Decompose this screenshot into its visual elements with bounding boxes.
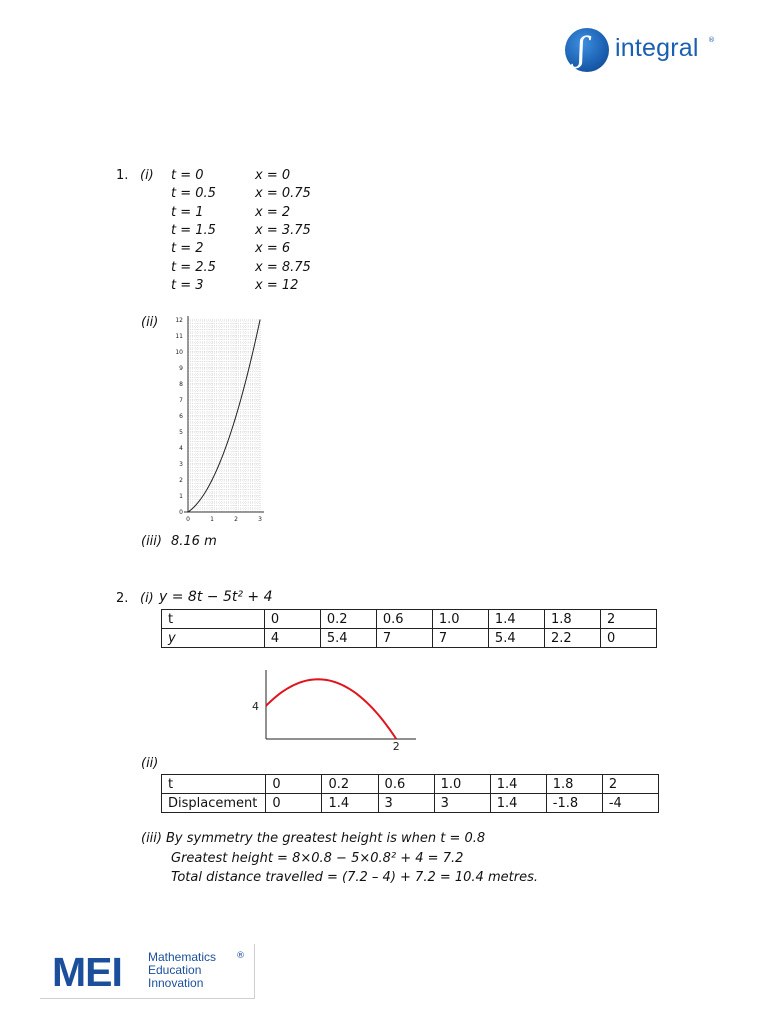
mei-logo-line: Education bbox=[148, 963, 202, 977]
integral-logo-icon: ʃ bbox=[565, 28, 609, 72]
integral-logo-reg: ® bbox=[708, 36, 715, 44]
data-point bbox=[259, 319, 260, 320]
q1-t-value: t = 2.5 bbox=[171, 259, 216, 275]
q1-part-i-label: (i) bbox=[140, 168, 154, 183]
q2-sketch-graph bbox=[248, 668, 418, 752]
y-tick-label: 5 bbox=[179, 429, 183, 436]
table-cell: 0.2 bbox=[320, 610, 376, 629]
q1-x-value: x = 2 bbox=[255, 204, 291, 220]
mei-logo-line: Innovation bbox=[148, 976, 204, 990]
y-tick-label: 4 bbox=[179, 445, 183, 452]
data-point bbox=[199, 499, 200, 500]
table-cell: 4 bbox=[264, 629, 320, 648]
x-tick-label: 3 bbox=[258, 516, 262, 523]
mei-logo-text bbox=[148, 951, 216, 990]
q2-line-2: Greatest height = 8×0.8 − 5×0.8² + 4 = 7.2 bbox=[171, 851, 464, 866]
q1-t-value: t = 3 bbox=[171, 277, 204, 293]
q1-x-value: x = 8.75 bbox=[255, 259, 311, 275]
table-cell: 2 bbox=[600, 610, 656, 629]
table-cell: 0 bbox=[264, 610, 320, 629]
table-cell: 5.4 bbox=[320, 629, 376, 648]
y-tick-label: 2 bbox=[179, 477, 183, 484]
mei-logo-reg: ® bbox=[236, 951, 245, 961]
y-tick-label: 11 bbox=[175, 333, 183, 340]
mei-logo bbox=[40, 944, 255, 999]
q1-t-value: t = 1 bbox=[171, 204, 204, 220]
table-row-header: y bbox=[162, 629, 265, 648]
table-cell: 0 bbox=[266, 775, 322, 794]
mei-logo-line: Mathematics bbox=[148, 950, 217, 964]
q1-graph bbox=[168, 308, 276, 523]
table-row-header: Displacement bbox=[162, 794, 266, 813]
q2-number: 2. bbox=[116, 591, 129, 606]
table-cell: 1.8 bbox=[544, 610, 600, 629]
table-cell: 1.4 bbox=[322, 794, 378, 813]
data-point bbox=[187, 511, 188, 512]
y-tick-label: 8 bbox=[179, 381, 183, 388]
data-point bbox=[211, 479, 212, 480]
y-tick-label: 12 bbox=[175, 317, 183, 324]
table-cell: 5.4 bbox=[488, 629, 544, 648]
table-cell: 2 bbox=[602, 775, 658, 794]
y-tick-label: 9 bbox=[179, 365, 183, 372]
table-cell: 0.6 bbox=[378, 775, 434, 794]
q2-table-2 bbox=[161, 774, 659, 813]
x-tick-label: 0 bbox=[186, 516, 190, 523]
q2-part-ii-label: (ii) bbox=[141, 756, 159, 771]
q1-x-value: x = 3.75 bbox=[255, 222, 311, 238]
y-tick-label: 6 bbox=[179, 413, 183, 420]
q1-number: 1. bbox=[116, 168, 129, 183]
table-cell: 1.0 bbox=[432, 610, 488, 629]
data-point bbox=[235, 415, 236, 416]
x-marker-label: 2 bbox=[392, 740, 400, 752]
q1-t-value: t = 0.5 bbox=[171, 186, 216, 202]
q1-part-iii-answer: 8.16 m bbox=[171, 534, 217, 549]
q1-t-value: t = 1.5 bbox=[171, 222, 216, 238]
mei-logo-letters: MEI bbox=[52, 949, 122, 995]
table-cell: 1.4 bbox=[490, 775, 546, 794]
q2-equation: y = 8t − 5t² + 4 bbox=[159, 589, 273, 605]
table-cell: 7 bbox=[432, 629, 488, 648]
x-tick-label: 2 bbox=[234, 516, 238, 523]
q2-part-i-label: (i) bbox=[140, 591, 154, 606]
data-point bbox=[223, 451, 224, 452]
q1-x-value: x = 0.75 bbox=[255, 186, 311, 202]
y-marker-label: 4 bbox=[252, 699, 259, 713]
q1-part-iii-label: (iii) bbox=[141, 534, 162, 549]
table-cell: 0 bbox=[266, 794, 322, 813]
integral-logo bbox=[563, 26, 723, 76]
table-cell: 2.2 bbox=[544, 629, 600, 648]
table-cell: 1.4 bbox=[490, 794, 546, 813]
q1-t-value: t = 2 bbox=[171, 241, 204, 257]
y-tick-label: 3 bbox=[179, 461, 183, 468]
table-cell: 0.6 bbox=[376, 610, 432, 629]
table-row bbox=[162, 610, 657, 629]
q1-x-value: x = 12 bbox=[255, 277, 299, 293]
table-cell: -4 bbox=[602, 794, 658, 813]
q2-line-1: By symmetry the greatest height is when t = 0.8 bbox=[166, 831, 486, 846]
table-row bbox=[162, 775, 659, 794]
y-tick-label: 0 bbox=[179, 509, 183, 516]
q2-line-3: Total distance travelled = (7.2 – 4) + 7.2 = 10.4 metres. bbox=[171, 870, 538, 885]
table-cell: 3 bbox=[378, 794, 434, 813]
y-tick-label: 1 bbox=[179, 493, 183, 500]
table-cell: 0.2 bbox=[322, 775, 378, 794]
x-tick-label: 1 bbox=[210, 516, 214, 523]
q1-t-value: t = 0 bbox=[171, 168, 204, 183]
table-row-header: t bbox=[162, 610, 265, 629]
data-point bbox=[247, 371, 248, 372]
q2-part-iii-label: (iii) bbox=[141, 831, 162, 846]
table-cell: 0 bbox=[600, 629, 656, 648]
table-cell: -1.8 bbox=[546, 794, 602, 813]
integral-logo-word: integral bbox=[615, 34, 699, 62]
table-row bbox=[162, 794, 659, 813]
series-line bbox=[266, 679, 396, 739]
table-row-header: t bbox=[162, 775, 266, 794]
table-cell: 1.8 bbox=[546, 775, 602, 794]
q1-part-ii-label: (ii) bbox=[141, 315, 159, 330]
table-cell: 1.0 bbox=[434, 775, 490, 794]
table-cell: 3 bbox=[434, 794, 490, 813]
y-tick-label: 7 bbox=[179, 397, 183, 404]
table-row bbox=[162, 629, 657, 648]
q1-x-value: x = 6 bbox=[255, 241, 291, 257]
y-tick-label: 10 bbox=[175, 349, 183, 356]
table-cell: 7 bbox=[376, 629, 432, 648]
table-cell: 1.4 bbox=[488, 610, 544, 629]
q1-x-value: x = 0 bbox=[255, 168, 291, 183]
q2-table-1 bbox=[161, 609, 657, 648]
